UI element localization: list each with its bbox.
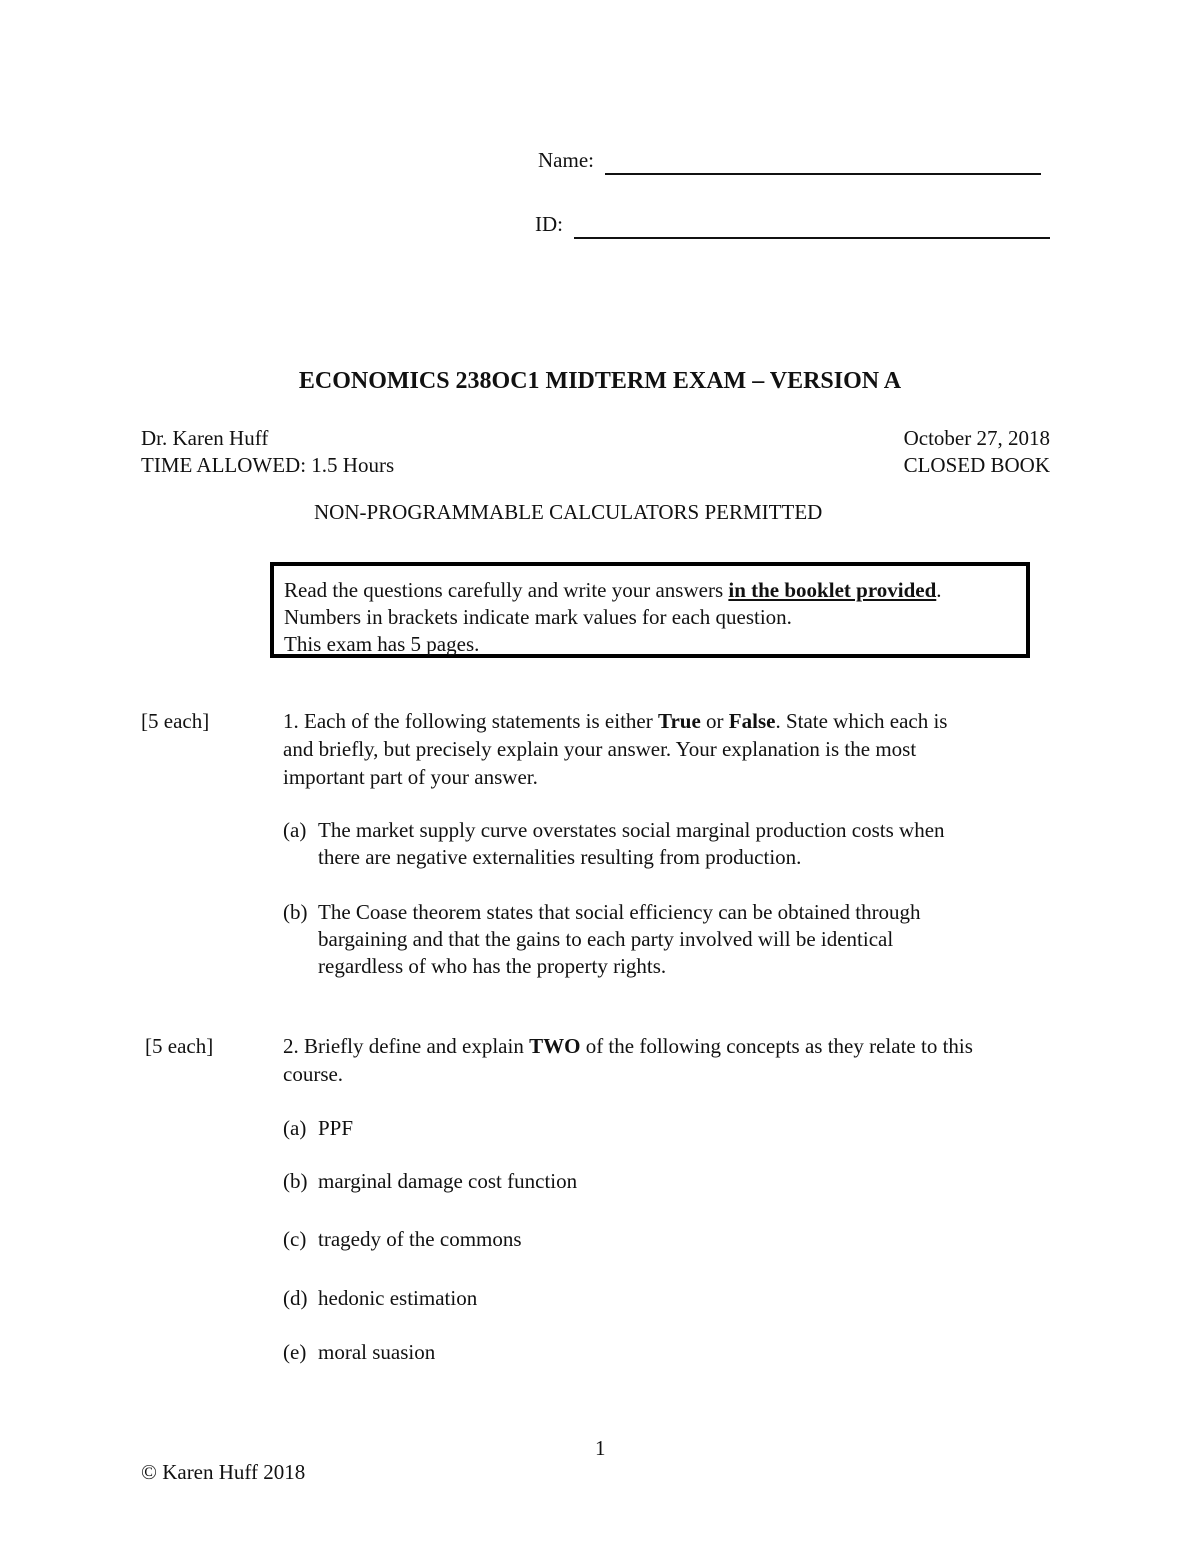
- page-number: 1: [595, 1436, 606, 1460]
- time-allowed: TIME ALLOWED: 1.5 Hours: [141, 453, 395, 477]
- q1-marks: [5 each]: [141, 709, 210, 733]
- instructions-box: [270, 562, 1030, 658]
- copyright: © Karen Huff 2018: [141, 1460, 306, 1484]
- q2-item-c-label: (c): [283, 1227, 307, 1251]
- q1-line-1: [283, 707, 947, 735]
- instructor: Dr. Karen Huff: [141, 426, 269, 450]
- q2-text: 2. Briefly define and explain: [283, 1034, 530, 1058]
- q1-part-b-line-3: regardless of who has the property rights.: [318, 954, 667, 978]
- q2-item-c-text: tragedy of the commons: [318, 1227, 522, 1251]
- q1-part-a-label: (a): [283, 818, 307, 842]
- calculator-policy: NON-PROGRAMMABLE CALCULATORS PERMITTED: [314, 500, 823, 524]
- instructions-line-3: This exam has 5 pages.: [284, 632, 480, 656]
- q2-item-d-label: (d): [283, 1286, 308, 1310]
- instructions-line-2: Numbers in brackets indicate mark values for each question.: [284, 605, 792, 629]
- instructions-line-1: [284, 578, 942, 603]
- q2-item-e-label: (e): [283, 1340, 307, 1364]
- q2-item-e-text: moral suasion: [318, 1340, 436, 1364]
- instructions-emphasis: in the booklet provided: [728, 578, 937, 602]
- q2-line-2: course.: [283, 1062, 344, 1086]
- q2-marks: [5 each]: [145, 1034, 214, 1058]
- q1-or: or: [700, 709, 729, 733]
- q2-emphasis: TWO: [529, 1034, 581, 1058]
- name-blank-line: [605, 148, 1041, 175]
- q2-text-end: of the following concepts as they relate to this: [580, 1034, 973, 1058]
- q1-line-3: important part of your answer.: [283, 765, 538, 789]
- book-policy: CLOSED BOOK: [903, 453, 1050, 477]
- id-field: [535, 212, 1050, 239]
- id-label: ID:: [535, 212, 563, 236]
- q1-text: 1. Each of the following statements is either: [283, 709, 658, 733]
- q2-item-b-label: (b): [283, 1169, 308, 1193]
- q1-part-b-line-2: bargaining and that the gains to each party involved will be identical: [318, 927, 894, 951]
- q2-item-b-text: marginal damage cost function: [318, 1169, 578, 1193]
- exam-title: ECONOMICS 238OC1 MIDTERM EXAM – VERSION A: [298, 368, 902, 394]
- q1-line-2: and briefly, but precisely explain your answer. Your explanation is the most: [283, 737, 917, 761]
- q1-text-end: . State which each is: [775, 709, 948, 733]
- q2-item-a-label: (a): [283, 1116, 307, 1140]
- q1-true: True: [658, 709, 701, 733]
- q2-item-a-text: PPF: [318, 1116, 354, 1140]
- name-field: [538, 148, 1041, 175]
- id-blank-line: [574, 212, 1050, 239]
- q2-line-1: [283, 1032, 973, 1060]
- q1-false: False: [728, 709, 776, 733]
- q1-part-a-line-1: The market supply curve overstates social marginal production costs when: [318, 818, 945, 842]
- exam-date: October 27, 2018: [903, 426, 1050, 450]
- instructions-period: .: [936, 578, 942, 602]
- name-label: Name:: [538, 148, 594, 172]
- q1-part-b-label: (b): [283, 900, 308, 924]
- q1-part-a-line-2: there are negative externalities resulting from production.: [318, 845, 802, 869]
- q2-item-d-text: hedonic estimation: [318, 1286, 478, 1310]
- q1-part-b-line-1: The Coase theorem states that social efficiency can be obtained through: [318, 900, 921, 924]
- instructions-text: Read the questions carefully and write your answers: [284, 578, 729, 602]
